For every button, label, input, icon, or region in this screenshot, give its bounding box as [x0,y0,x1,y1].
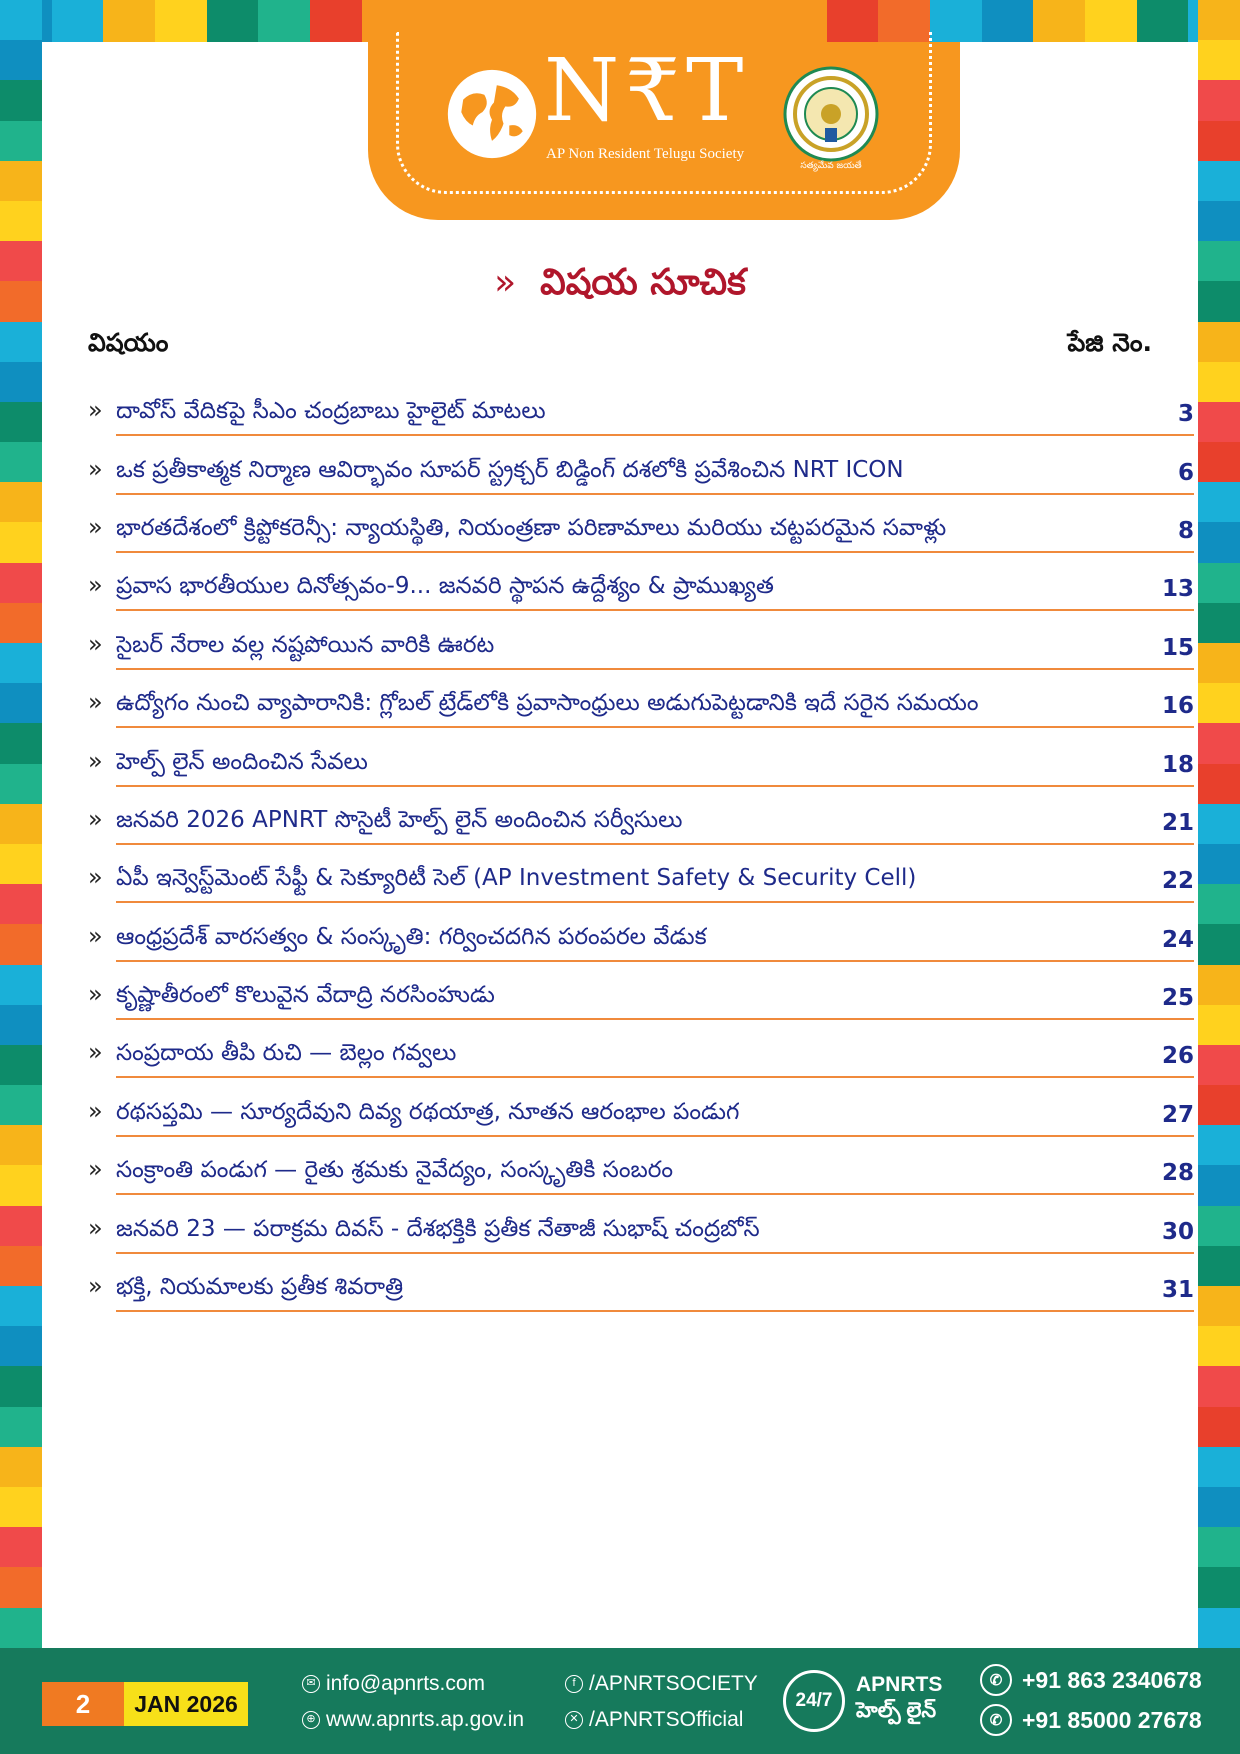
toc-entry-page: 22 [1161,868,1194,895]
column-header-subject: విషయం [88,328,169,357]
toc-entry-page: 31 [1161,1277,1194,1304]
phone-link-2[interactable] [980,1704,1202,1736]
toc-entry-page: 3 [1177,401,1194,428]
toc-entry[interactable] [88,618,1194,676]
toc-entry[interactable] [88,1026,1194,1084]
toc-entry-title[interactable]: ఆంధ్రప్రదేశ్ వారసత్వం & సంస్కృతి: గర్వించదగిన పరంపరల వేడుక [116,923,707,950]
phone-link-1[interactable] [980,1664,1202,1696]
toc-entry[interactable] [88,559,1194,617]
mail-icon: ✉ [302,1675,320,1693]
toc-entry-title[interactable]: భారతదేశంలో క్రిప్టోకరెన్సీ: న్యాయస్థితి, నియంత్రణా పరిణామాలు మరియు చట్టపరమైన సవాళ్లు [116,514,947,541]
helpline-24x7-badge: 24/7 [783,1670,845,1732]
helpline-subtitle: హెల్ప్ లైన్ [856,1699,937,1722]
entry-marker: » [88,804,103,833]
toc-entry-page: 27 [1161,1101,1194,1128]
toc-entry[interactable] [88,734,1194,792]
toc-entry-page: 18 [1161,751,1194,778]
entry-marker: » [88,512,103,541]
issue-date: JAN 2026 [124,1682,248,1726]
toc-title-text: విషయ సూచిక [540,262,746,303]
entry-marker: » [88,746,103,775]
toc-entry-title[interactable]: సంక్రాంతి పండుగ — రైతు శ్రమకు నైవేద్యం, సంస్కృతికి సంబరం [116,1157,674,1184]
facebook-link[interactable] [565,1672,758,1696]
email-link[interactable] [302,1672,485,1696]
helpline-title-block [856,1672,942,1724]
toc-entry-page: 13 [1161,576,1194,603]
toc-entry-page: 16 [1161,693,1194,720]
x-text: /APNRTSOfficial [589,1708,744,1731]
toc-entry[interactable] [88,1143,1194,1201]
toc-entry[interactable] [88,793,1194,851]
toc-entry[interactable] [88,442,1194,500]
toc-entry-title[interactable]: ఒక ప్రతీకాత్మక నిర్మాణ ఆవిర్భావం సూపర్ స్ట్రక్చర్ బిడ్డింగ్ దశలోకి ప్రవేశించిన NRT ICON [116,456,904,483]
toc-entry-page: 6 [1177,459,1194,486]
toc-entry-page: 28 [1161,1160,1194,1187]
entry-marker: » [88,571,103,600]
entry-marker: » [88,1096,103,1125]
toc-entry-page: 26 [1161,1043,1194,1070]
helpline-title: APNRTS [856,1673,943,1696]
toc-entry-title[interactable]: సంప్రదాయ తీపి రుచి — బెల్లం గవ్వలు [116,1040,457,1067]
toc-entry-title[interactable]: కృష్ణాతీరంలో కొలువైన వేదాద్రి నరసింహుడు [116,982,495,1009]
right-decor-strip [1198,0,1240,1648]
toc-entry[interactable] [88,384,1194,442]
x-icon: ✕ [565,1711,583,1729]
x-link[interactable] [565,1708,743,1732]
entry-marker: » [88,1155,103,1184]
toc-entry[interactable] [88,1085,1194,1143]
toc-entry-page: 21 [1161,809,1194,836]
entry-marker: » [88,629,103,658]
phone-number-1: +91 863 2340678 [1022,1666,1202,1693]
title-marker: » [494,262,517,303]
entry-marker: » [88,396,103,425]
toc-list [88,384,1194,1318]
website-link[interactable] [302,1708,524,1732]
toc-entry-title[interactable]: సైబర్ నేరాల వల్ల నష్టపోయిన వారికి ఊరట [116,631,495,658]
toc-entry-title[interactable]: హెల్ప్ లైన్ అందించిన సేవలు [116,748,368,775]
toc-entry-title[interactable]: ప్రవాస భారతీయుల దినోత్సవం-9... జనవరి స్థాపన ఉద్దేశ్యం & ప్రాముఖ్యత [116,573,774,600]
left-decor-strip [0,0,42,1648]
toc-entry[interactable] [88,676,1194,734]
whatsapp-icon: ✆ [980,1704,1012,1736]
phone-icon: ✆ [980,1664,1012,1696]
website-text: www.apnrts.ap.gov.in [326,1708,525,1731]
toc-entry[interactable] [88,910,1194,968]
globe-icon [444,66,540,162]
footer-bar [0,1648,1240,1754]
entry-marker: » [88,1213,103,1242]
toc-entry[interactable] [88,501,1194,559]
entry-marker: » [88,863,103,892]
toc-entry-title[interactable]: జనవరి 23 — పరాక్రమ దివస్ - దేశభక్తికి ప్రతీక నేతాజీ సుభాష్ చంద్రబోస్ [116,1215,760,1242]
toc-entry[interactable] [88,1201,1194,1259]
logo-subtitle: AP Non Resident Telugu Society [546,146,745,162]
state-emblem-icon [780,64,882,174]
facebook-text: /APNRTSOCIETY [589,1672,758,1695]
toc-entry[interactable] [88,968,1194,1026]
entry-marker: » [88,1272,103,1301]
toc-entry-title[interactable]: భక్తి, నియమాలకు ప్రతీక శివరాత్రి [116,1274,404,1301]
toc-entry[interactable] [88,1260,1194,1318]
toc-entry-title[interactable]: ఉద్యోగం నుంచి వ్యాపారానికి: గ్లోబల్ ట్రేడ్‌లోకి ప్రవాసాంధ్రులు అడుగుపెట్టడానికి ఇదే సరైన సమయం [116,690,979,717]
email-text: info@apnrts.com [326,1672,486,1695]
facebook-icon: f [565,1675,583,1693]
toc-entry-page: 30 [1161,1218,1194,1245]
page-number: 2 [42,1682,124,1726]
page-content [42,42,1198,1648]
toc-entry-page: 25 [1161,985,1194,1012]
toc-entry[interactable] [88,851,1194,909]
entry-marker: » [88,688,103,717]
header-badge [368,42,960,220]
entry-marker: » [88,921,103,950]
toc-entry-page: 15 [1161,634,1194,661]
toc-entry-page: 8 [1177,517,1194,544]
entry-marker: » [88,1038,103,1067]
globe-small-icon: ⊕ [302,1711,320,1729]
toc-entry-title[interactable]: జనవరి 2026 APNRT సొసైటీ హెల్ప్ లైన్ అందించిన సర్వీసులు [116,806,683,833]
logo-wordmark: N₹T [544,41,750,141]
page-title [42,262,1198,312]
phone-number-2: +91 85000 27678 [1022,1706,1202,1733]
entry-marker: » [88,454,103,483]
column-header-page: పేజి నెం. [1067,328,1152,357]
toc-entry-title[interactable]: రథసప్తమి — సూర్యదేవుని దివ్య రథయాత్ర, నూతన ఆరంభాల పండుగ [116,1098,740,1125]
toc-entry-title[interactable]: దావోస్ వేదికపై సీఎం చంద్రబాబు హైలైట్ మాటలు [116,398,546,425]
emblem-caption: సత్యమేవ జయతే [800,161,862,171]
toc-entry-page: 24 [1161,926,1194,953]
entry-marker: » [88,980,103,1009]
toc-entry-title[interactable]: ఏపీ ఇన్వెస్ట్‌మెంట్ సేఫ్టీ & సెక్యూరిటీ సెల్ (AP Investment Safety & Security Cell) [116,865,917,892]
